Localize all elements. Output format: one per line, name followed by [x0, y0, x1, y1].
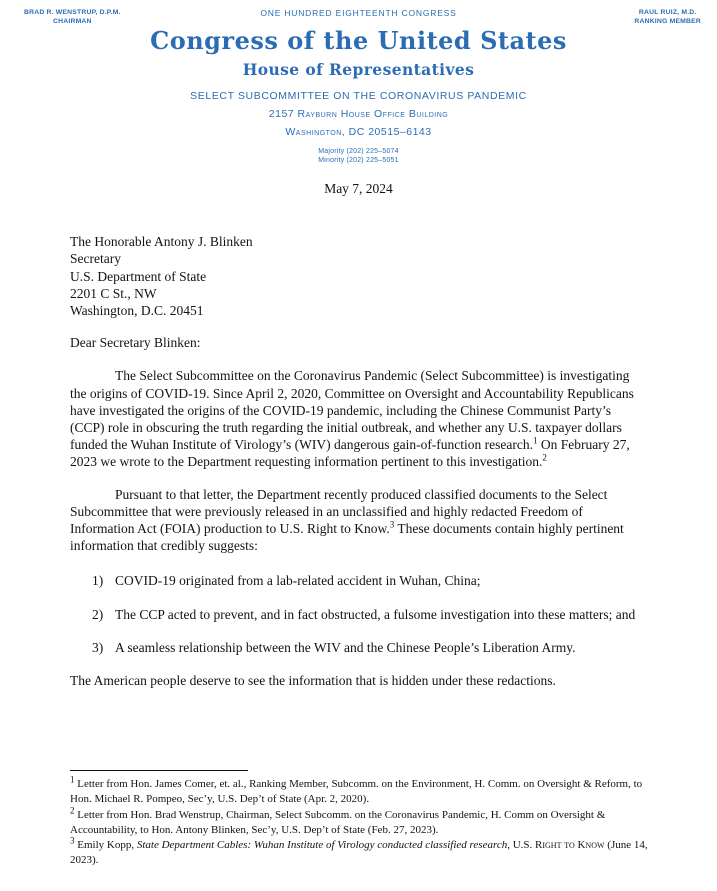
closing-line: The American people deserve to see the information that is hidden under these redactions. — [70, 673, 556, 689]
committee-address-line2: Washington, DC 20515–6143 — [285, 126, 432, 138]
letterhead-center — [0, 8, 717, 165]
footnote-1: $^1$ Letter from Hon. James Comer, et. al., Ranking Member, Subcomm. on the Environment, H. Comm. on Oversight & Reform, to Hon. Michael R. Pompeo, Sec’y, U.S. Dep’t of State (Apr. 2, 2020). — [70, 774, 643, 806]
chairman-name: BRAD R. WENSTRUP, D.P.M. — [24, 9, 121, 16]
list-item-text: COVID-19 originated from a lab-related accident in Wuhan, China; — [115, 573, 481, 589]
recipient-city: Washington, D.C. 20451 — [70, 303, 204, 318]
footnote-block — [70, 770, 655, 869]
majority-phone: Majority (202) 225–5074 — [318, 148, 399, 155]
committee-name: SELECT SUBCOMMITTEE ON THE CORONAVIRUS PANDEMIC — [190, 90, 527, 102]
ranking-member-block — [634, 8, 701, 26]
list-item — [92, 639, 648, 656]
chairman-block — [24, 8, 121, 26]
footnote-2: $^2$ Letter from Hon. Brad Wenstrup, Chairman, Select Subcomm. on the Coronavirus Pandemic, H. Comm on Oversight & Accountability, to Hon. Antony Blinken, Sec’y, U.S. Dep’t of State (Feb. 27, 2023). — [70, 804, 606, 836]
recipient-title: Secretary — [70, 251, 121, 267]
ranking-member-name: RAUL RUIZ, M.D. — [638, 9, 697, 16]
recipient-name: The Honorable Antony J. Blinken — [70, 234, 253, 250]
list-item — [92, 606, 648, 623]
chairman-title: CHAIRMAN — [53, 18, 92, 26]
list-item-number: 2) — [92, 606, 104, 622]
list-item-number: 1) — [92, 573, 104, 589]
list-item-text: The CCP acted to prevent, and in fact obstructed, a fulsome investigation into these matters; and — [115, 606, 636, 622]
ranking-member-title: RANKING MEMBER — [634, 18, 701, 26]
salutation: Dear Secretary Blinken: — [70, 335, 201, 351]
letter-body — [70, 233, 648, 689]
recipient-address-block — [70, 233, 648, 319]
list-item-text: A seamless relationship between the WIV and the Chinese People’s Liberation Army. — [115, 639, 576, 655]
recipient-street: 2201 C St., NW — [70, 285, 157, 301]
paragraph-1: The Select Subcommittee on the Coronavirus Pandemic (Select Subcommittee) is investigating the origins of COVID-19. Since April 2, 2020, Committee on Oversight and Accountability Republicans have investigated the origins of the COVID-19 pandemic, including the Chinese Communist Party’s (CCP) role in obscuring the truth regarding the initial outbreak, and whether any U.S. taxpayer dollars funded the Wuhan Institute of Virology’s (WIV) dangerous gain-of-function research.$^1$ On February 27, 2023 we wrote to the Department requesting information pertinent to this investigation.$^2$ — [70, 368, 634, 470]
numbered-list — [70, 572, 648, 656]
chamber-title: House of Representatives — [242, 60, 475, 79]
list-item — [92, 572, 648, 589]
letter-date: May 7, 2024 — [324, 181, 393, 197]
congress-session: ONE HUNDRED EIGHTEENTH CONGRESS — [260, 8, 457, 18]
footnote-separator — [70, 770, 248, 771]
recipient-org: U.S. Department of State — [70, 268, 207, 284]
letterhead — [0, 8, 717, 165]
congress-title: Congress of the United States — [150, 26, 567, 55]
committee-address-line1: 2157 Rayburn House Office Building — [268, 108, 449, 120]
list-item-number: 3) — [92, 639, 104, 655]
paragraph-2: Pursuant to that letter, the Department recently produced classified documents to the Select Subcommittee that were previously released in an unclassified and highly redacted Freedom of Information Act (FOIA) production to U.S. Right to Know.$^3$ These documents contain highly pertinent information that credibly suggests: — [70, 486, 624, 554]
committee-phones — [0, 147, 717, 165]
footnote-3: $^3$ Emily Kopp, State Department Cables: Wuhan Institute of Virology conducted classified research, U.S. Right to Know (June 14, 2023). — [70, 835, 648, 867]
minority-phone: Minority (202) 225–5051 — [318, 157, 399, 165]
